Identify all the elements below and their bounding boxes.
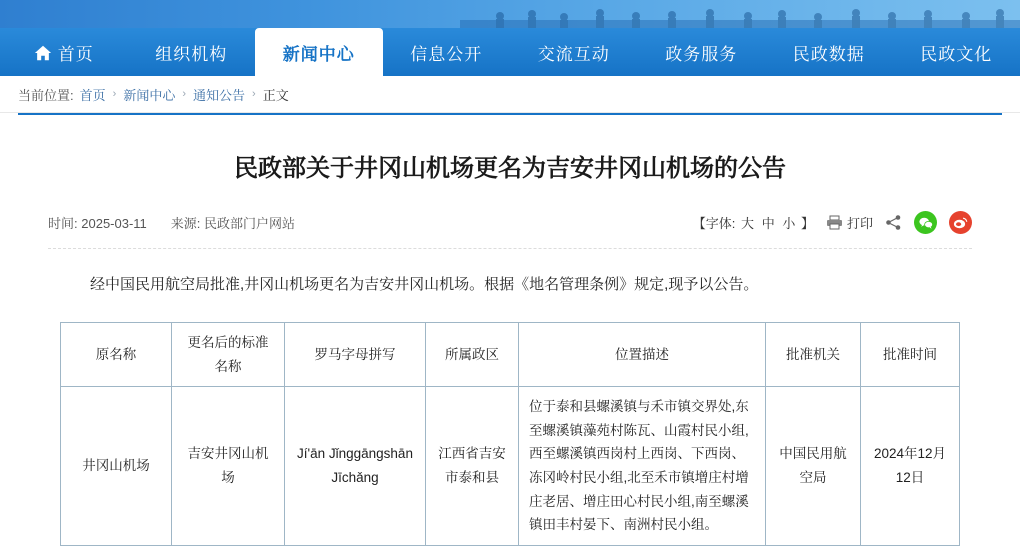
nav-item-home[interactable] <box>0 28 128 76</box>
table-row <box>61 387 960 546</box>
nav-item-label: 交流互动 <box>538 40 610 65</box>
announcement-table <box>60 322 960 546</box>
article-time-label: 时间: <box>48 216 78 231</box>
nav-item-label: 政务服务 <box>665 40 737 65</box>
font-size-small[interactable]: 小 <box>782 216 795 231</box>
nav-item-label: 民政数据 <box>793 40 865 65</box>
share-icon[interactable] <box>885 214 902 231</box>
table-header-authority: 批准机关 <box>766 322 861 386</box>
nav-item-label: 组织机构 <box>155 40 227 65</box>
font-size-medium[interactable]: 中 <box>762 216 775 231</box>
wechat-share-icon[interactable] <box>914 211 937 234</box>
breadcrumb-label: 当前位置: <box>18 85 74 104</box>
article-meta <box>48 211 972 248</box>
main-navigation <box>0 28 1020 76</box>
cell-authority: 中国民用航空局 <box>766 387 861 546</box>
cell-new-name: 吉安井冈山机场 <box>172 387 285 546</box>
article-meta-left <box>48 213 295 232</box>
nav-item-label: 信息公开 <box>410 40 482 65</box>
table-header-new-name: 更名后的标准名称 <box>172 322 285 386</box>
nav-item-interaction[interactable] <box>510 28 638 76</box>
article-source <box>171 213 295 232</box>
article-body: 经中国民用航空局批准,井冈山机场更名为吉安井冈山机场。根据《地名管理条例》规定,现予以公告。 <box>60 271 960 300</box>
breadcrumb <box>0 76 1020 113</box>
breadcrumb-item-announcements[interactable]: 通知公告 <box>193 85 245 104</box>
article-card <box>18 113 1002 556</box>
nav-item-news-center[interactable] <box>255 28 383 76</box>
cell-original-name: 井冈山机场 <box>61 387 172 546</box>
breadcrumb-item-home[interactable]: 首页 <box>80 85 106 104</box>
weibo-share-icon[interactable] <box>949 211 972 234</box>
table-body <box>61 387 960 546</box>
font-size-close-bracket: 】 <box>801 216 814 231</box>
article-time-value: 2025-03-11 <box>81 216 147 231</box>
article-source-value: 民政部门户网站 <box>204 216 295 231</box>
nav-item-gov-services[interactable] <box>638 28 766 76</box>
font-size-label: 【字体: <box>693 216 736 231</box>
nav-item-organization[interactable] <box>128 28 256 76</box>
table-header-original-name: 原名称 <box>61 322 172 386</box>
article-tools <box>693 211 972 234</box>
home-icon <box>34 44 52 62</box>
meta-divider <box>48 248 972 249</box>
table-head <box>61 322 960 386</box>
banner-decoration-icon <box>460 0 1020 28</box>
article-source-label: 来源: <box>171 216 201 231</box>
nav-item-label: 新闻中心 <box>283 40 355 65</box>
table-header-romanization: 罗马字母拼写 <box>285 322 426 386</box>
nav-item-civil-affairs-data[interactable] <box>765 28 893 76</box>
table-header-location: 位置描述 <box>519 322 766 386</box>
cell-district: 江西省吉安市泰和县 <box>426 387 519 546</box>
print-button[interactable] <box>826 213 873 232</box>
printer-icon <box>826 215 843 230</box>
nav-item-label: 首页 <box>58 40 94 65</box>
cell-approval-date: 2024年12月12日 <box>861 387 960 546</box>
breadcrumb-separator-icon: › <box>113 88 117 100</box>
nav-item-info-disclosure[interactable] <box>383 28 511 76</box>
site-banner <box>0 0 1020 28</box>
print-label: 打印 <box>847 213 873 232</box>
article-time <box>48 213 147 232</box>
table-header-row <box>61 322 960 386</box>
font-size-control <box>693 213 814 232</box>
cell-romanization: Jí'ān Jǐnggāngshān Jīchǎng <box>285 387 426 546</box>
breadcrumb-separator-icon: › <box>182 88 186 100</box>
table-header-district: 所属政区 <box>426 322 519 386</box>
page-title: 民政部关于井冈山机场更名为吉安井冈山机场的公告 <box>78 153 942 185</box>
nav-item-civil-affairs-culture[interactable] <box>893 28 1020 76</box>
breadcrumb-item-news-center[interactable]: 新闻中心 <box>123 85 175 104</box>
font-size-large[interactable]: 大 <box>741 216 754 231</box>
cell-location: 位于泰和县螺溪镇与禾市镇交界处,东至螺溪镇藻苑村陈瓦、山霞村民小组,西至螺溪镇西岗村上西岗、下西岗、冻冈岭村民小组,北至禾市镇增庄村增庄老居、增庄田心村民小组,南至螺溪镇田丰村晏下、南洲村民小组。 <box>519 387 766 546</box>
nav-item-label: 民政文化 <box>920 40 992 65</box>
breadcrumb-current: 正文 <box>263 85 289 104</box>
table-header-approval-date: 批准时间 <box>861 322 960 386</box>
breadcrumb-separator-icon: › <box>252 88 256 100</box>
